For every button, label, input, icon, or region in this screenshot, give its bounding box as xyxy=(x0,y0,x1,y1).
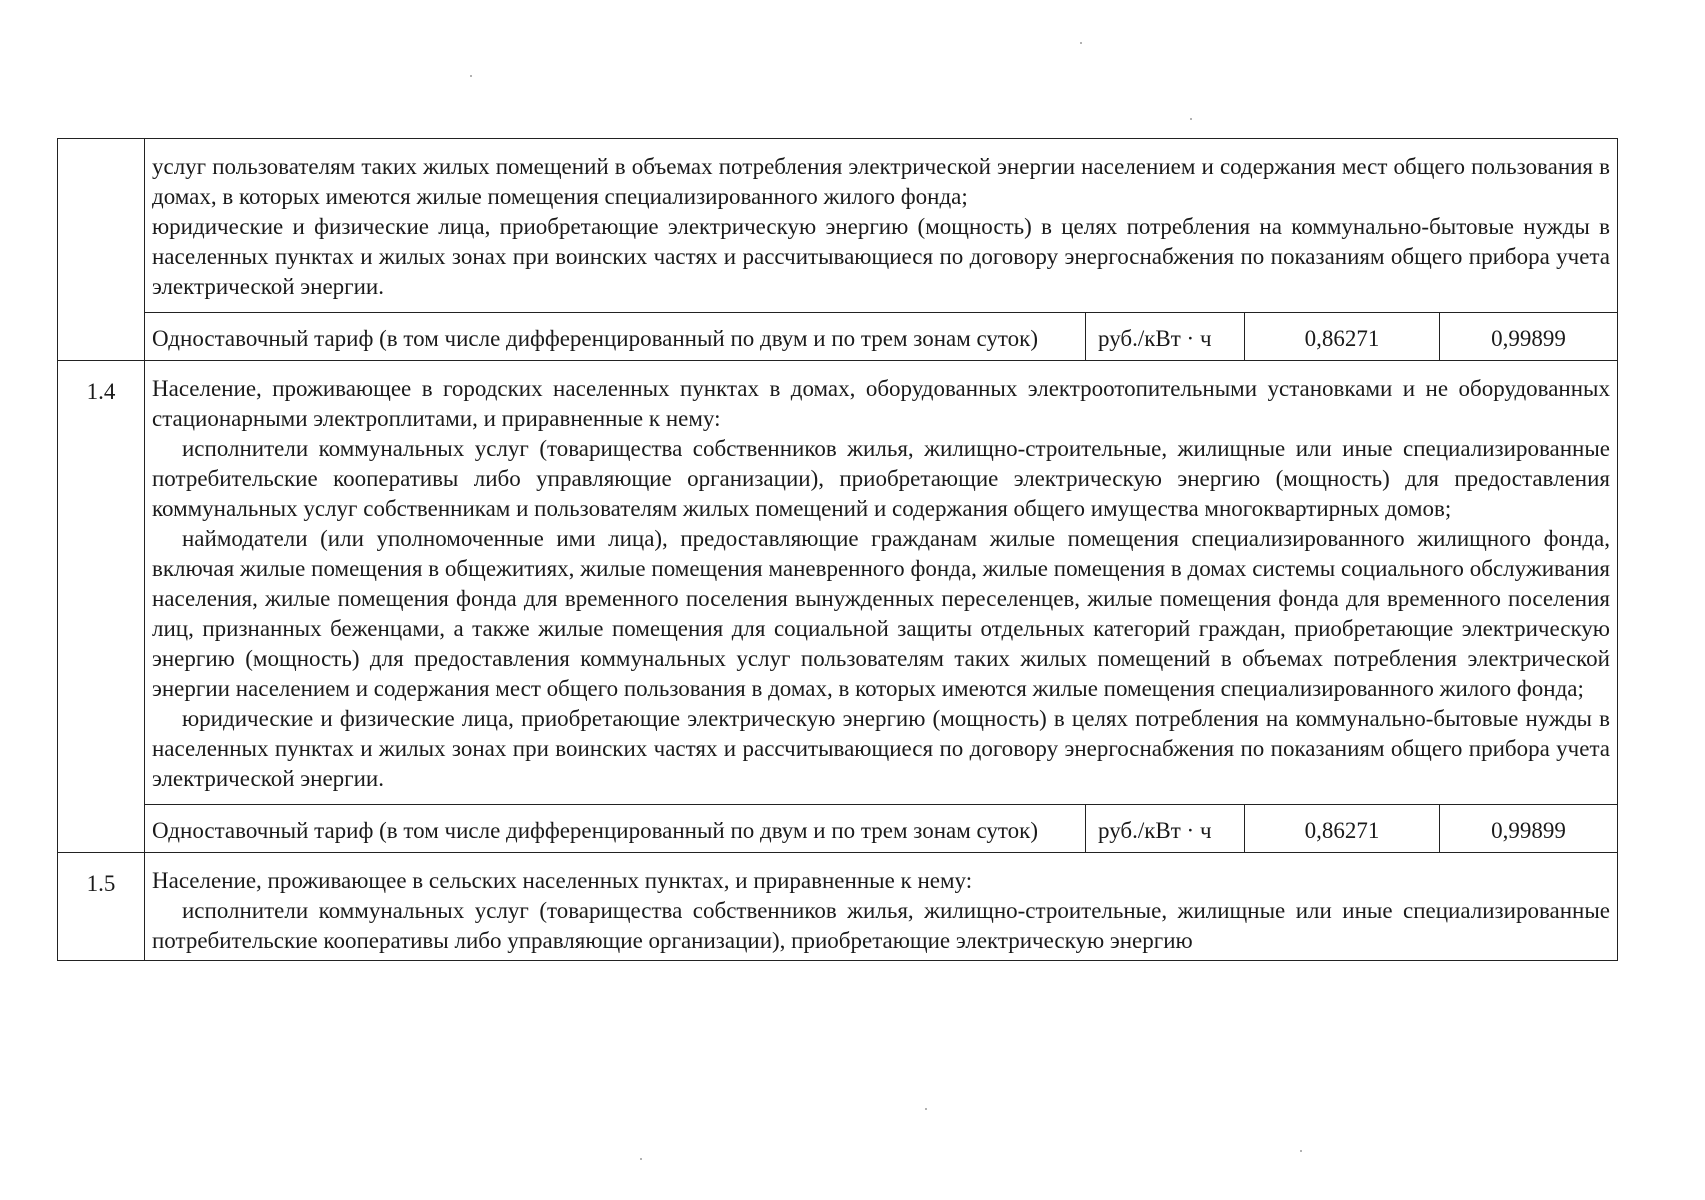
row-number-cell: 1.5 xyxy=(58,853,145,961)
description-paragraph: юридические и физические лица, приобретающие электрическую энергию (мощность) в целях потребления на коммунально-бытовые нужды в населенных пунктах и жилых зонах при воинских частях и рассчитывающиеся по договору энергоснабжения по показаниям общего прибора учета электрической энергии. xyxy=(152,214,1610,299)
scan-speck xyxy=(1190,118,1192,120)
tariff-unit: руб./кВт · ч xyxy=(1086,313,1245,361)
tariff-row xyxy=(58,313,1618,361)
description-paragraph: услуг пользователям таких жилых помещений в объемах потребления электрической энергии населением и содержания мест общего пользования в домах, в которых имеются жилые помещения специализированного жилого фонда; xyxy=(152,154,1610,209)
description-paragraph: Население, проживающее в сельских населенных пунктах, и приравненные к нему: xyxy=(152,868,973,893)
tariff-row xyxy=(58,805,1618,853)
row-number-cell: 1.4 xyxy=(58,361,145,853)
description-paragraph: Население, проживающее в городских населенных пунктах в домах, оборудованных электроотопительными установками и не оборудованных стационарными электроплитами, и приравненные к нему: xyxy=(152,376,1610,431)
tariff-value-second: 0,99899 xyxy=(1440,313,1618,361)
description-paragraph: исполнители коммунальных услуг (товарищества собственников жилья, жилищно-строительные, жилищные или иные специализированные потребительские кооперативы либо управляющие организации), приобретающие электрическую энергию xyxy=(152,898,1610,953)
tariff-value-first: 0,86271 xyxy=(1245,313,1440,361)
tariff-name: Одноставочный тариф (в том числе дифференцированный по двум и по трем зонам суток) xyxy=(145,313,1086,361)
table-row xyxy=(58,139,1618,313)
scan-speck xyxy=(1300,1150,1302,1152)
scan-speck xyxy=(470,75,472,77)
description-paragraph: юридические и физические лица, приобретающие электрическую энергию (мощность) в целях потребления на коммунально-бытовые нужды в населенных пунктах и жилых зонах при воинских частях и рассчитывающиеся по договору энергоснабжения по показаниям общего прибора учета электрической энергии. xyxy=(152,706,1610,791)
category-description xyxy=(145,139,1618,313)
tariff-table xyxy=(57,138,1618,961)
scan-speck xyxy=(925,1108,927,1110)
category-description xyxy=(145,361,1618,805)
scan-speck xyxy=(640,1158,642,1160)
tariff-value-second: 0,99899 xyxy=(1440,805,1618,853)
row-number-cell xyxy=(58,139,145,361)
description-paragraph: исполнители коммунальных услуг (товарищества собственников жилья, жилищно-строительные, жилищные или иные специализированные потребительские кооперативы либо управляющие организации), приобретающие электрическую энергию (мощность) для предоставления коммунальных услуг собственникам и пользователям жилых помещений и содержания общего имущества многоквартирных домов; xyxy=(152,436,1610,521)
tariff-name: Одноставочный тариф (в том числе дифференцированный по двум и по трем зонам суток) xyxy=(145,805,1086,853)
tariff-unit: руб./кВт · ч xyxy=(1086,805,1245,853)
table-row xyxy=(58,853,1618,961)
category-description xyxy=(145,853,1618,961)
scan-speck xyxy=(1080,42,1082,44)
description-paragraph: наймодатели (или уполномоченные ими лица), предоставляющие гражданам жилые помещения специализированного жилищного фонда, включая жилые помещения в общежитиях, жилые помещения маневренного фонда, жилые помещения в домах системы социального обслуживания населения, жилые помещения фонда для временного поселения вынужденных переселенцев, жилые помещения фонда для временного поселения лиц, признанных беженцами, а также жилые помещения для социальной защиты отдельных категорий граждан, приобретающие электрическую энергию (мощность) для предоставления коммунальных услуг пользователям таких жилых помещений в объемах потребления электрической энергии населением и содержания мест общего пользования в домах, в которых имеются жилые помещения специализированного жилого фонда; xyxy=(152,526,1610,701)
table-row xyxy=(58,361,1618,805)
tariff-value-first: 0,86271 xyxy=(1245,805,1440,853)
